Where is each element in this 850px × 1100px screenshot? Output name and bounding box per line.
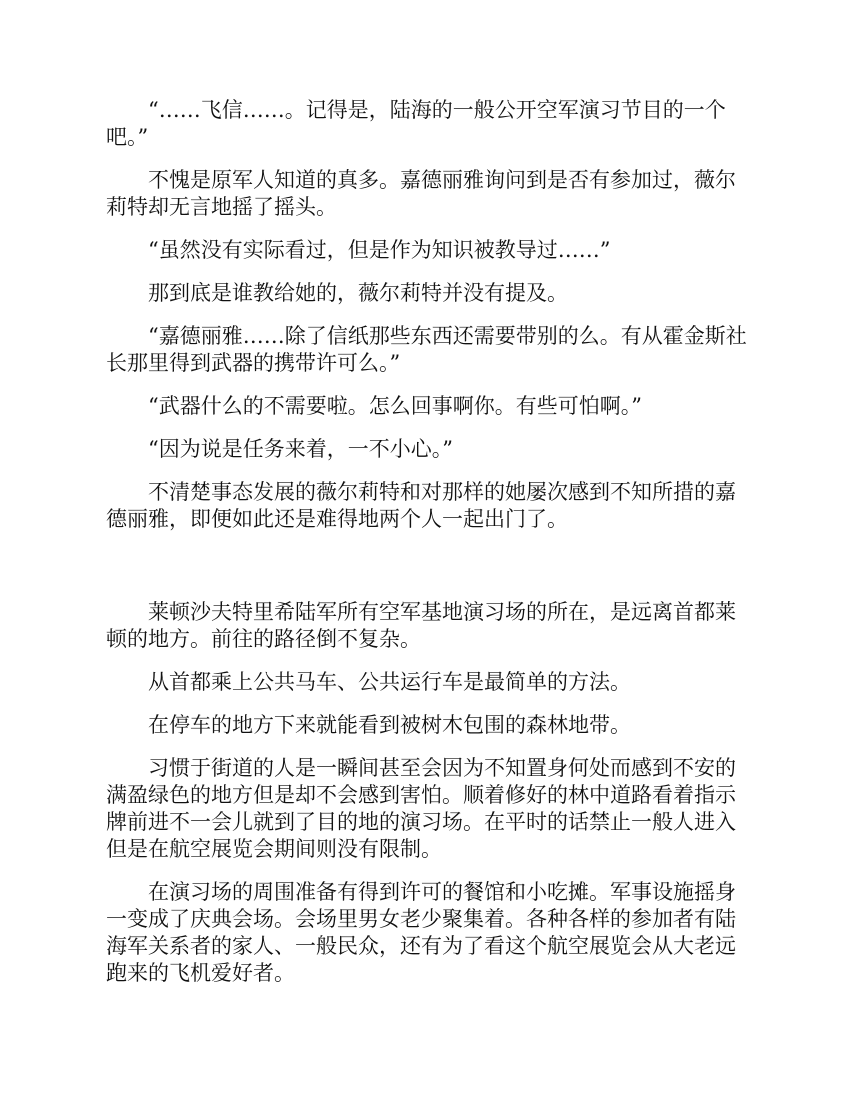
paragraph: 不愧是原军人知道的真多。嘉德丽雅询问到是否有参加过，薇尔莉特却无言地摇了摇头。	[106, 168, 736, 219]
paragraph: 在演习场的周围准备有得到许可的餐馆和小吃摊。军事设施摇身一变成了庆典会场。会场里男女老少聚集着。各种各样的参加者有陆海军关系者的家人、一般民众，还有为了看这个航空展览会从大老远跑来的飞机爱好者。	[106, 880, 736, 985]
paragraph: 莱顿沙夫特里希陆军所有空军基地演习场的所在，是远离首都莱顿的地方。前往的路径倒不复杂。	[106, 600, 736, 651]
paragraph: “因为说是任务来着，一不小心。”	[148, 437, 453, 461]
section-break	[106, 549, 750, 599]
paragraph: 从首都乘上公共马车、公共运行车是最简单的方法。	[148, 670, 631, 694]
paragraph: 在停车的地方下来就能看到被树木包围的森林地带。	[148, 713, 631, 737]
paragraph: 那到底是谁教给她的，薇尔莉特并没有提及。	[148, 281, 568, 305]
paragraph: 不清楚事态发展的薇尔莉特和对那样的她屡次感到不知所措的嘉德丽雅，即便如此还是难得地两个人一起出门了。	[106, 480, 736, 531]
paragraph: “武器什么的不需要啦。怎么回事啊你。有些可怕啊。”	[148, 394, 642, 418]
paragraph: “……飞信……。记得是，陆海的一般公开空军演习节目的一个吧。”	[106, 98, 726, 149]
paragraph: 习惯于街道的人是一瞬间甚至会因为不知置身何处而感到不安的满盈绿色的地方但是却不会感到害怕。顺着修好的林中道路看着指示牌前进不一会儿就到了目的地的演习场。在平时的话禁止一般人进入但是在航空展览会期间则没有限制。	[106, 756, 736, 861]
paragraph: “嘉德丽雅……除了信纸那些东西还需要带别的么。有从霍金斯社长那里得到武器的携带许可么。”	[106, 324, 747, 375]
paragraph: “虽然没有实际看过，但是作为知识被教导过……”	[148, 238, 611, 262]
document-body	[106, 97, 750, 1003]
